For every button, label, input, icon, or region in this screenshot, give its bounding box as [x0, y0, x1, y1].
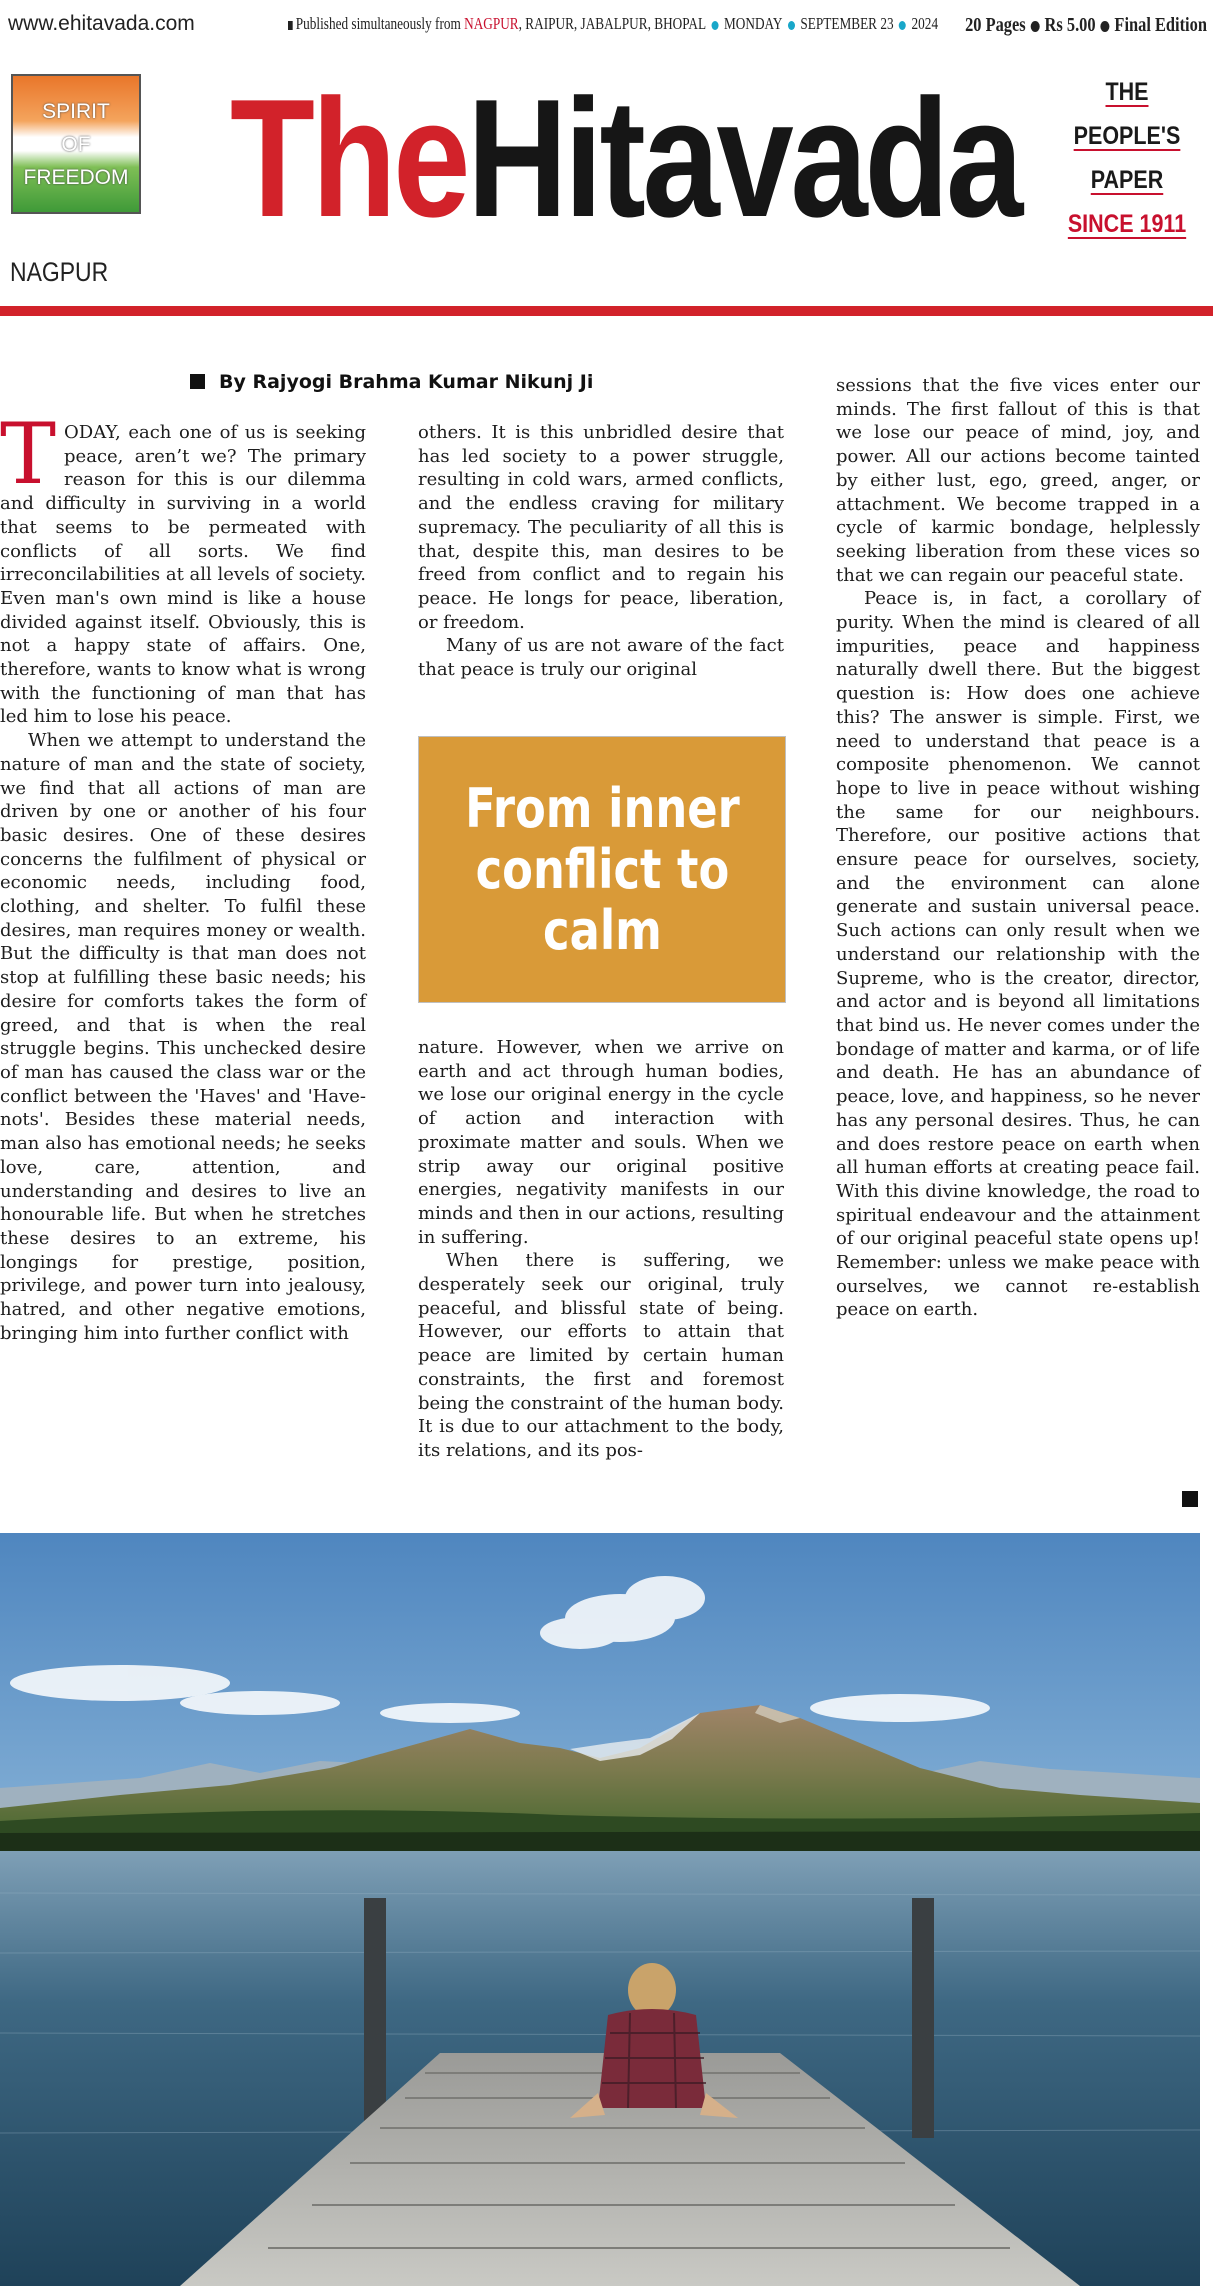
slogan-line-3: SINCE 1911: [1067, 210, 1187, 238]
blue-dot-icon: [712, 21, 719, 30]
pull-quote: [437, 778, 768, 961]
photo-illustration: [0, 1533, 1200, 2286]
paragraph: When there is suffering, we desperately seek our original, truly peaceful, and blissful state of being. However, our efforts to attain that peace are limited by certain human constraints, the first and foremost being the constraint of the human body. It is due to our attachment to the body, its relations, and its pos-: [418, 1250, 784, 1461]
pub-year: 2024: [911, 14, 939, 33]
price: Rs 5.00: [1044, 14, 1096, 36]
edition-info: [965, 14, 1207, 37]
edition-name: Final Edition: [1114, 14, 1207, 36]
website-url[interactable]: www.ehitavada.com: [8, 12, 195, 35]
paragraph: Many of us are not aware of the fact that peace is truly our original: [418, 635, 784, 681]
spirit-of-freedom-badge: [11, 74, 141, 214]
logo-wordmark: [230, 46, 1030, 246]
pub-first-city: NAGPUR: [464, 14, 519, 33]
badge-line-3: FREEDOM: [23, 165, 129, 189]
pub-date: SEPTEMBER 23: [800, 14, 894, 33]
paragraph-text: ODAY, each one of us is seeking peace, aren’t we? The primary reason for this is our dilemma and difficulty in surviving in a world that seems to be permeated with conflicts of all sorts. We find irreconcilabilities at all levels of society. Even man's own mind is like a house divided against itself. Obviously, this is not a happy state of affairs. One, therefore, wants to know what is wrong with the functioning of man that has led him to lose his peace.: [0, 422, 366, 728]
newspaper-logo[interactable]: [230, 46, 1030, 246]
pull-quote-box: [418, 736, 786, 1003]
paragraph: Peace is, in fact, a corollary of purity. When the mind is cleared of all impurities, peace and happiness naturally dwell there. But the biggest question is: How does one achieve this? The answer is simple. First, we need to understand that peace is a composite phenomenon. We cannot hope to live in peace without wishing the same for our neighbours. Therefore, our positive actions that ensure peace for ourselves, society, and the environment can alone generate and sustain universal peace. Such actions can only result when we understand our relationship with the Supreme, who is the creator, director, and actor and is beyond all limitations that bind us. He never comes under the bondage of matter and karma, or of life and death. He has an abundance of peace, love, and happiness, so he never has any personal desires. Thus, he can and does restore peace on earth when all human efforts at creating peace fail. With this divine knowledge, the road to spiritual endeavour and the attainment of our original peaceful state opens up! Remember: unless we make peace with ourselves, we cannot re-establish peace on earth.: [836, 588, 1200, 1321]
lake-meditation-photo: [0, 1533, 1200, 2286]
pull-quote-line-2: conflict to: [475, 838, 729, 901]
publication-info: [288, 14, 938, 34]
peoples-paper-slogan: [1063, 70, 1192, 246]
square-bullet-icon: [190, 374, 205, 389]
logo-the: The: [230, 64, 517, 246]
pub-day: MONDAY: [723, 14, 783, 33]
page-count: 20 Pages: [965, 14, 1026, 36]
logo-name: Hitava: [467, 64, 948, 246]
article-column-1: [0, 405, 366, 1345]
pub-other-cities: , RAIPUR, JABALPUR, BHOPAL: [518, 14, 707, 33]
square-bullet-icon: [288, 21, 293, 30]
end-of-article-icon: [1182, 1491, 1198, 1507]
article-column-2-top: [418, 421, 784, 682]
pull-quote-line-1: From inner: [464, 777, 740, 840]
black-dot-icon: [1101, 21, 1110, 32]
slogan-line-1: THE PEOPLE'S: [1073, 78, 1181, 150]
article-column-3: [836, 374, 1200, 1322]
paragraph: When we attempt to understand the nature of man and the state of society, we find that all actions of man are driven by one or another of his four basic desires. One of these desires concerns the fulfilment of physical or economic needs, including food, clothing, and shelter. To fulfil these desires, man requires money or wealth. But the difficulty is that man does not stop at fulfilling these basic needs; his desire for comforts takes the form of greed, and that is when the real struggle begins. This unchecked desire of man has caused the class war or the conflict between the 'Haves' and 'Have-nots'. Besides these material needs, man also has emotional needs; he seeks love, care, attention, and understanding and desires to live an honourable life. But when he stretches these desires to an extreme, his longings for prestige, position, privilege, and power turn into jealousy, hatred, and other negative emotions, bringing him into further conflict with: [0, 730, 366, 1344]
paragraph: others. It is this unbridled desire that has led society to a power struggle, resulting in cold wars, armed conflicts, and the endless craving for military supremacy. The peculiarity of all this is that, despite this, man desires to be freed from conflict and to regain his peace. He longs for peace, liberation, or freedom.: [418, 422, 784, 633]
top-strip: [0, 0, 1213, 50]
badge-line-2: OF: [61, 132, 91, 156]
byline: [190, 371, 593, 393]
byline-text: By Rajyogi Brahma Kumar Nikunj Ji: [219, 371, 594, 393]
slogan-line-2: PAPER: [1090, 166, 1164, 194]
blue-dot-icon: [788, 21, 795, 30]
pub-prefix: Published simultaneously from: [295, 14, 461, 33]
paragraph: sessions that the five vices enter our minds. The first fallout of this is that we lose our peace of mind, joy, and power. All our actions become tainted by either lust, ego, greed, anger, or attachment. We become trapped in a cycle of karmic bondage, helplessly seeking liberation from these vices so that we can regain our peaceful state.: [836, 375, 1200, 586]
edition-city: NAGPUR: [10, 257, 109, 287]
svg-text:TheHitavada: [230, 64, 1025, 246]
paragraph: [0, 405, 366, 729]
drop-cap: T: [0, 405, 57, 503]
paragraph: nature. However, when we arrive on earth and act through human bodies, we lose our original energy in the cycle of action and interaction with proximate matter and souls. When we strip away our original positive energies, negativity manifests in our minds and then in our actions, resulting in suffering.: [418, 1037, 784, 1248]
article-column-2-bottom: [418, 1036, 784, 1463]
badge-line-1: SPIRIT: [42, 99, 110, 123]
black-dot-icon: [1031, 21, 1040, 32]
pull-quote-line-3: calm: [542, 899, 662, 962]
masthead-rule: [0, 306, 1213, 316]
blue-dot-icon: [899, 21, 906, 30]
